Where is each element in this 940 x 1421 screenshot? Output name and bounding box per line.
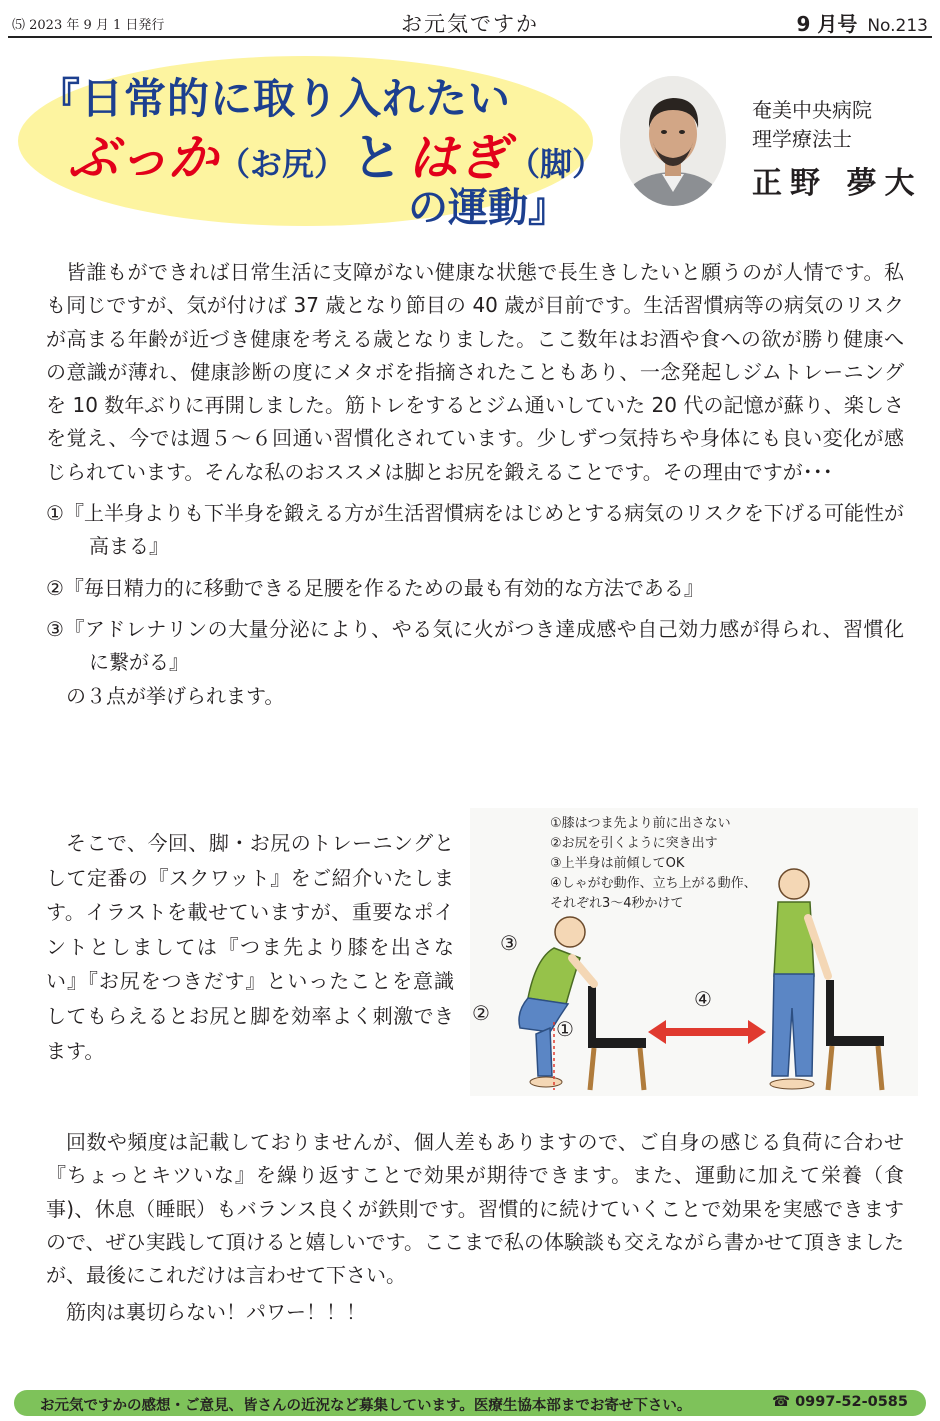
- title-to: と: [352, 129, 403, 187]
- author-name: 正野 夢大: [752, 166, 923, 201]
- illustration-note: ③上半身は前傾してOK: [550, 856, 685, 871]
- title-bukka-paren: （お尻）: [218, 145, 347, 183]
- marker-4: ④: [694, 987, 712, 1011]
- marker-2: ②: [472, 1001, 490, 1025]
- footer-phone: ☎ 0997-52-0585: [771, 1394, 908, 1410]
- title-hagi: はぎ: [408, 129, 509, 187]
- reason-item: ②『毎日精力的に移動できる足腰を作るための最も有効的な方法である』: [46, 575, 704, 600]
- illustration-note: ①膝はつま先より前に出さない: [550, 816, 731, 831]
- illustration-note: それぞれ3～4秒かけて: [550, 896, 684, 911]
- standing-person-drawing: [770, 869, 828, 1089]
- publication-title: お元気ですか: [401, 12, 539, 36]
- issue-date: ⑸ 2023 年 9 月 1 日発行: [12, 18, 165, 33]
- marker-3: ③: [500, 931, 518, 955]
- intro-paragraph: 皆誰もができれば日常生活に支障がない健康な状態で長生きしたいと願うのが人情です。私も同じですが、気が付けば 37 歳となり節目の 40 歳が目前です。生活習慣病等の病気のリスクが高まる年齢が近づき健康を考える歳となりました。ここ数年はお酒や食への欲が勝り健康への意識が薄れ、健康診断の度にメタボを指摘されたこともあり、一念発起しジムトレーニングを 10 数年ぶりに再開しました。筋トレをするとジム通いしていた 20 代の記憶が蘇り、楽しさを覚え、今では週５～６回通い習慣化されています。少しずつ気持ちや身体にも良い変化が感じられています。そんな私のおススメは脚とお尻を鍛えることです。その理由ですが･･･: [46, 260, 904, 484]
- title-line-1: 『日常的に取り入れたい: [38, 74, 512, 123]
- reason-item: ③『アドレナリンの大量分泌により、やる気に火がつき達成感や自己効力感が得られ、習慣化に繋がる』: [46, 616, 904, 675]
- author-role: 理学療法士: [752, 127, 852, 151]
- squat-paragraph-block: [46, 826, 454, 1068]
- chair-right-drawing: [826, 980, 884, 1090]
- chair-left-drawing: [588, 986, 646, 1090]
- issue-no: No.213: [867, 16, 928, 36]
- issue-month: 9 月号: [796, 12, 858, 36]
- title-hagi-paren: （脚）: [508, 145, 605, 183]
- footer-message: お元気ですかの感想・ご意見、皆さんの近況など募集しています。医療生協本部までお寄せ下さい。: [40, 1398, 692, 1414]
- footer-banner: [14, 1390, 926, 1416]
- article-conclusion: [46, 1126, 904, 1330]
- page-header: [8, 6, 932, 38]
- squat-paragraph: そこで、今回、脚・お尻のトレーニングとして定番の『スクワット』をご紹介いたします。イラストを載せていますが、重要なポイントとしましては『つま先より膝を出さない』『お尻をつきだす』といったことを意識してもらえるとお尻と脚を効率よく刺激できます。: [46, 831, 454, 1063]
- reason-item: ①『上半身よりも下半身を鍛える方が生活習慣病をはじめとする病気のリスクを下げる可能性が高まる』: [46, 501, 904, 559]
- reasons-summary: の３点が挙げられます。: [66, 683, 285, 708]
- marker-1: ①: [556, 1017, 574, 1041]
- article-intro: [46, 256, 904, 713]
- illustration-note: ④しゃがむ動作、立ち上がる動作、: [550, 876, 757, 891]
- conclusion-paragraph: 回数や頻度は記載しておりませんが、個人差もありますので、ご自身の感じる負荷に合わせ『ちょっとキツいな』を繰り返すことで効果が期待できます。また、運動に加えて栄養（食事)、休息（睡眠）もバランス良くが鉄則です。習慣的に続けていくことで効果を実感できますので、ぜひ実践して頂けると嬉しいです。ここまで私の体験談も交えながら書かせて頂きましたが、最後にこれだけは言わせて下さい。: [46, 1130, 904, 1288]
- issue-number: [796, 8, 928, 37]
- squatting-person-drawing: [519, 917, 594, 1090]
- closing-line: 筋肉は裏切らない！パワー！！！: [66, 1300, 366, 1325]
- author-hospital: 奄美中央病院: [752, 98, 872, 122]
- reasons-list: [46, 497, 904, 679]
- author-photo: [620, 76, 726, 206]
- title-line-3: の運動』: [408, 185, 568, 231]
- squat-illustration: [470, 808, 918, 1096]
- illustration-note: ②お尻を引くように突き出す: [550, 836, 718, 851]
- double-arrow-drawing: [648, 1020, 766, 1044]
- title-bukka: ぶっか: [68, 129, 218, 187]
